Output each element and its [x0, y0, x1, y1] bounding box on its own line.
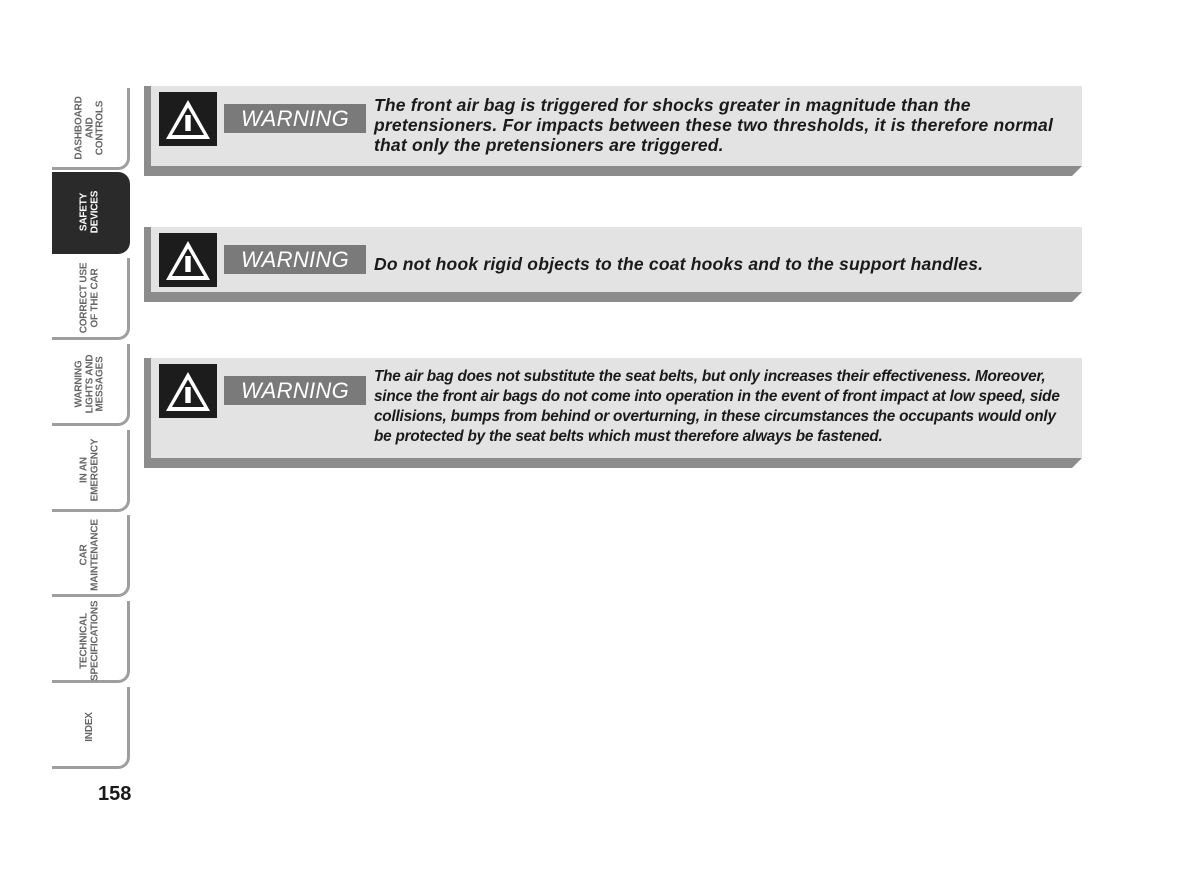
warning-box	[144, 358, 1082, 468]
warning-box-left-edge	[144, 227, 151, 302]
tab-label: CORRECT USE OF THE CAR	[78, 262, 100, 333]
tab-label: INDEX	[83, 711, 95, 742]
tab-technical-specifications[interactable]	[52, 601, 130, 683]
tab-label: TECHNICAL SPECIFICATIONS	[78, 600, 100, 681]
warning-triangle-icon	[159, 233, 217, 287]
tab-dashboard-and-controls[interactable]	[52, 88, 130, 170]
warning-box	[144, 86, 1082, 176]
warning-box-left-edge	[144, 358, 151, 468]
tab-label: SAFETY DEVICES	[78, 190, 100, 233]
tab-label: WARNING LIGHTS AND MESSAGES	[72, 354, 105, 413]
warning-box	[144, 227, 1082, 302]
warning-text: The air bag does not substitute the seat belts, but only increases their effectiveness. Moreover, since the front air bags do not come into operation in the event of front impact at low speed, side collisions, bumps from behind or overturning, in these circumstances the occupants would only be protected by the seat belts which must therefore always be fastened.	[374, 368, 1060, 445]
warning-box-left-edge	[144, 86, 151, 176]
tab-index[interactable]	[52, 687, 130, 769]
warning-box-bottom-edge	[144, 166, 1082, 176]
warning-box-bottom-edge	[144, 458, 1082, 468]
tab-label: DASHBOARD AND CONTROLS	[72, 95, 105, 160]
page-number: 158	[98, 783, 132, 805]
warning-text: Do not hook rigid objects to the coat hooks and to the support handles.	[374, 254, 984, 274]
warning-text: The front air bag is triggered for shocks greater in magnitude than the pretensioners. For impacts between these two thresholds, it is therefore normal that only the pretensioners are triggered.	[374, 95, 1054, 155]
warning-triangle-icon	[159, 92, 217, 146]
tab-warning-lights-and-messages[interactable]	[52, 344, 130, 426]
warning-box-bottom-edge	[144, 292, 1082, 302]
warning-label: WARNING	[224, 104, 366, 133]
tab-label: CAR MAINTENANCE	[78, 518, 100, 591]
warning-label: WARNING	[224, 245, 366, 274]
warning-triangle-icon	[159, 364, 217, 418]
tab-label: IN AN EMERGENCY	[78, 438, 100, 501]
tab-correct-use-of-the-car[interactable]	[52, 258, 130, 340]
warning-label: WARNING	[224, 376, 366, 405]
tab-in-an-emergency[interactable]	[52, 430, 130, 512]
tab-car-maintenance[interactable]	[52, 515, 130, 597]
tab-safety-devices[interactable]	[52, 172, 130, 254]
